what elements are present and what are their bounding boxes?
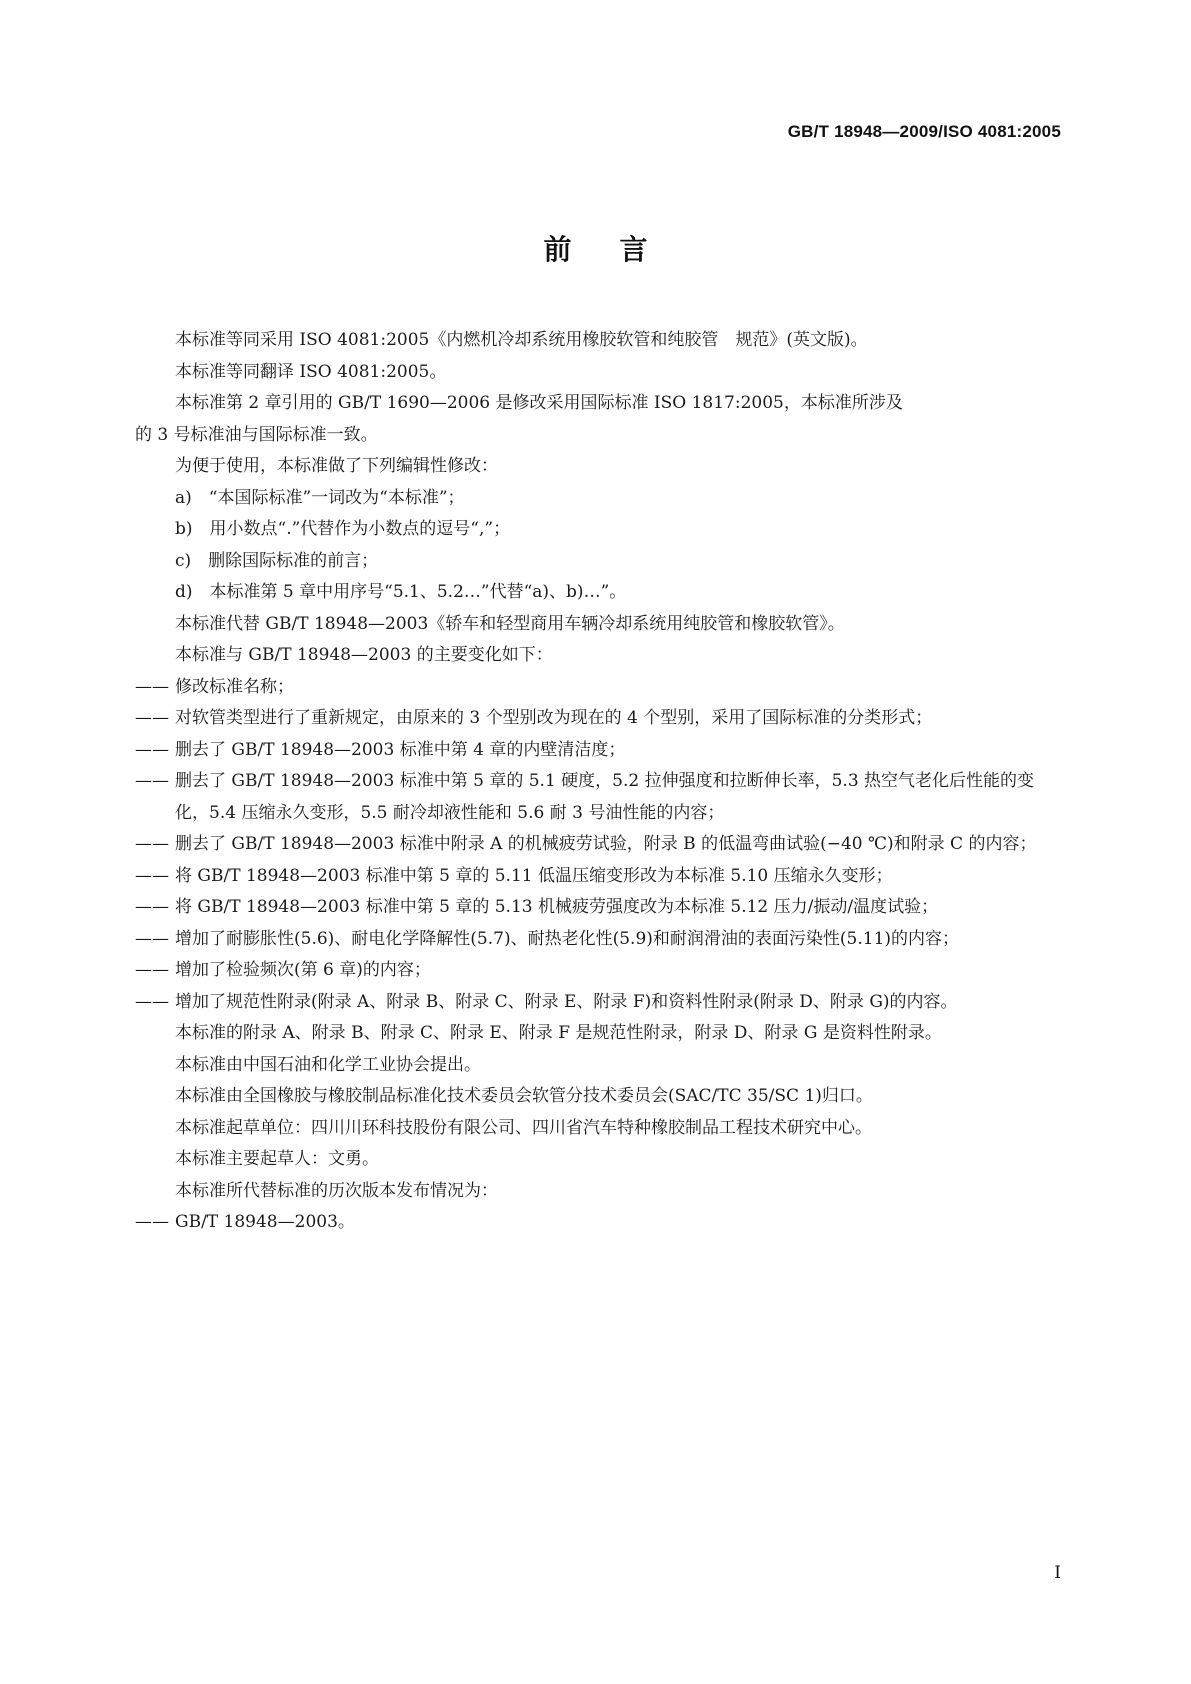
change-text: 增加了规范性附录(附录 A、附录 B、附录 C、附录 E、附录 F)和资料性附录(附录 D、附录 G)的内容。 [175, 991, 958, 1012]
standard-number-header: GB/T 18948—2009/ISO 4081:2005 [787, 122, 1061, 141]
dash-mark: —— [135, 960, 169, 980]
change-text: 修改标准名称； [175, 676, 294, 697]
change-text: 将 GB/T 18948—2003 标准中第 5 章的 5.13 机械疲劳强度改为本标准 5.12 压力/振动/温度试验； [175, 897, 939, 917]
change-item [135, 735, 1060, 767]
change-item [135, 924, 1060, 956]
paragraph: 本标准起草单位：四川川环科技股份有限公司、四川省汽车特种橡胶制品工程技术研究中心。 [175, 1117, 872, 1138]
paragraph: 本标准由中国石油和化学工业协会提出。 [175, 1054, 481, 1075]
dash-mark: —— [135, 834, 169, 854]
paragraph: 本标准等同采用 ISO 4081:2005《内燃机冷却系统用橡胶软管和纯胶管 规范》(英文版)。 [175, 330, 868, 350]
dash-mark: —— [135, 991, 169, 1012]
paragraph: 本标准代替 GB/T 18948—2003《轿车和轻型商用车辆冷却系统用纯胶管和橡胶软管》。 [175, 613, 845, 634]
dash-mark: —— [135, 771, 169, 791]
paragraph: 本标准的附录 A、附录 B、附录 C、附录 E、附录 F 是规范性附录，附录 D、附录 G 是资料性附录。 [175, 1023, 942, 1043]
history-text: GB/T 18948—2003。 [175, 1212, 355, 1232]
change-item [135, 955, 1060, 987]
paragraph: 为便于使用，本标准做了下列编辑性修改： [175, 456, 498, 476]
dash-mark: —— [135, 739, 169, 760]
paragraph: 本标准由全国橡胶与橡胶制品标准化技术委员会软管分技术委员会(SAC/TC 35/SC 1)归口。 [175, 1086, 873, 1106]
change-text: 删去了 GB/T 18948—2003 标准中第 4 章的内壁清洁度； [175, 739, 626, 760]
dash-mark: —— [135, 928, 169, 949]
change-text: 删去了 GB/T 18948—2003 标准中附录 A 的机械疲劳试验，附录 B 的低温弯曲试验(−40 ℃)和附录 C 的内容； [175, 834, 1037, 854]
change-text: 增加了耐膨胀性(5.6)、耐电化学降解性(5.7)、耐热老化性(5.9)和耐润滑油的表面污染性(5.11)的内容； [175, 928, 960, 949]
change-item [135, 703, 1060, 735]
paragraph: 本标准主要起草人：文勇。 [175, 1149, 379, 1169]
change-item [135, 766, 1060, 829]
change-item [135, 829, 1060, 861]
change-item [135, 861, 1060, 893]
paragraph: 本标准与 GB/T 18948—2003 的主要变化如下： [175, 645, 553, 665]
dash-mark: —— [135, 1212, 169, 1232]
paragraph-continuation: 的 3 号标准油与国际标准一致。 [135, 424, 378, 445]
change-text: 增加了检验频次(第 6 章)的内容； [175, 960, 431, 980]
change-item [135, 987, 1060, 1019]
list-item: d) 本标准第 5 章中用序号“5.1、5.2…”代替“a)、b)…”。 [175, 582, 627, 602]
change-text: 将 GB/T 18948—2003 标准中第 5 章的 5.11 低温压缩变形改为本标准 5.10 压缩永久变形； [175, 865, 893, 886]
page-number: I [1054, 1563, 1061, 1583]
list-item: c) 删除国际标准的前言； [175, 550, 379, 571]
change-item [135, 892, 1060, 924]
change-text: 删去了 GB/T 18948—2003 标准中第 5 章的 5.1 硬度，5.2 拉伸强度和拉断伸长率，5.3 热空气老化后性能的变化，5.4 压缩永久变形，5.5 耐冷却液性能和 5.6 耐 3 号油性能的内容； [175, 771, 1035, 823]
list-item: a) “本国际标准”一词改为“本标准”； [175, 487, 465, 508]
page-title: 前言 [543, 233, 696, 266]
document-body [135, 325, 1060, 1239]
change-text: 对软管类型进行了重新规定，由原来的 3 个型别改为现在的 4 个型别，采用了国际标准的分类形式； [175, 708, 933, 728]
dash-mark: —— [135, 897, 169, 917]
dash-mark: —— [135, 676, 169, 697]
history-item [135, 1207, 1060, 1239]
paragraph: 本标准第 2 章引用的 GB/T 1690—2006 是修改采用国际标准 ISO 1817:2005，本标准所涉及 [175, 393, 903, 413]
paragraph: 本标准所代替标准的历次版本发布情况为： [175, 1180, 498, 1201]
change-item [135, 672, 1060, 704]
list-item: b) 用小数点“.”代替作为小数点的逗号“,”； [175, 519, 511, 539]
paragraph: 本标准等同翻译 ISO 4081:2005。 [175, 361, 447, 382]
dash-mark: —— [135, 865, 169, 886]
dash-mark: —— [135, 708, 169, 728]
